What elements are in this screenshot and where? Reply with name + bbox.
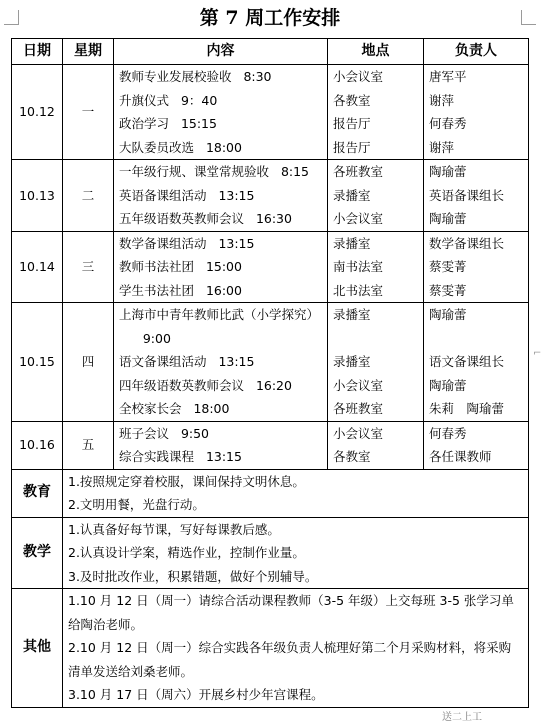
content-cell bbox=[114, 65, 328, 160]
content-cell bbox=[114, 231, 328, 303]
owner-line: 陶瑜蕾 bbox=[429, 164, 467, 179]
place-cell bbox=[328, 231, 424, 303]
schedule-table bbox=[11, 38, 529, 708]
place-line: 报告厅 bbox=[333, 116, 371, 131]
place-line: 小会议室 bbox=[333, 211, 384, 226]
activity-name: 政治学习 bbox=[119, 116, 170, 131]
place-line: 小会议室 bbox=[333, 69, 384, 84]
place-cell bbox=[328, 160, 424, 232]
activity-time: 16:00 bbox=[205, 282, 242, 298]
category-row bbox=[12, 517, 529, 589]
activity-name: 学生书法社团 bbox=[119, 282, 195, 298]
category-notes bbox=[63, 589, 529, 708]
activity-line bbox=[119, 350, 322, 374]
place-line: 录播室 bbox=[333, 235, 371, 251]
header-date: 日期 bbox=[12, 39, 63, 65]
activity-line bbox=[119, 160, 322, 184]
date-cell: 10.12 bbox=[12, 65, 63, 160]
place-line: 南书法室 bbox=[333, 259, 384, 274]
note-line: 2.10 月 12 日（周一）综合实践各年级负责人梳理好第二个月采购材料，将采购清单发送给刘桑老师。 bbox=[68, 640, 512, 679]
content-cell bbox=[114, 160, 328, 232]
activity-time: 16:30 bbox=[255, 211, 292, 226]
activity-time: 15:15 bbox=[180, 116, 217, 131]
place-line: 各教室 bbox=[333, 92, 371, 108]
weekday-cell: 一 bbox=[63, 65, 114, 160]
owner-line: 蔡雯菁 bbox=[429, 282, 467, 298]
activity-line bbox=[119, 422, 322, 446]
activity-name: 五年级语数英教师会议 bbox=[119, 211, 245, 226]
activity-time: 8:15 bbox=[280, 164, 310, 179]
place-cell bbox=[328, 65, 424, 160]
place-line: 报告厅 bbox=[333, 139, 371, 155]
activity-name: 上海市中青年教师比武（小学探究） bbox=[119, 307, 320, 322]
day-row bbox=[12, 65, 529, 160]
activity-line bbox=[119, 303, 322, 350]
activity-time: 13:15 bbox=[218, 187, 255, 203]
date-cell: 10.14 bbox=[12, 231, 63, 303]
place-line: 北书法室 bbox=[333, 282, 384, 298]
category-notes bbox=[63, 469, 529, 517]
owner-line: 谢萍 bbox=[429, 92, 455, 108]
note-line: 1.按照规定穿着校服，课间保持文明休息。 bbox=[68, 473, 305, 489]
owner-line: 何春秀 bbox=[429, 425, 467, 441]
category-rows bbox=[12, 469, 529, 707]
note-line: 1.认真备好每节课，写好每课教后感。 bbox=[68, 521, 280, 537]
day-row bbox=[12, 303, 529, 422]
owner-line: 蔡雯菁 bbox=[429, 259, 467, 274]
activity-name: 语文备课组活动 bbox=[119, 354, 207, 369]
owner-line: 英语备课组长 bbox=[429, 187, 505, 203]
activity-time: 8:30 bbox=[243, 69, 272, 84]
activity-time: 18:00 bbox=[205, 139, 242, 155]
activity-name: 教师专业发展校验收 bbox=[119, 69, 232, 84]
date-cell: 10.15 bbox=[12, 303, 63, 422]
place-line: 录播室 bbox=[333, 354, 371, 369]
note-line: 3.及时批改作业，积累错题，做好个别辅导。 bbox=[68, 568, 318, 584]
category-row bbox=[12, 589, 529, 708]
day-row bbox=[12, 231, 529, 303]
header-owner: 负责人 bbox=[424, 39, 529, 65]
header-weekday: 星期 bbox=[63, 39, 114, 65]
activity-time: 13:15 bbox=[205, 449, 242, 464]
weekday-cell: 三 bbox=[63, 231, 114, 303]
owner-cell bbox=[424, 231, 529, 303]
activity-time: 16:20 bbox=[255, 377, 292, 393]
side-marker: ⌐ bbox=[533, 348, 541, 359]
weekday-cell: 四 bbox=[63, 303, 114, 422]
activity-line bbox=[119, 65, 322, 89]
activity-name: 英语备课组活动 bbox=[119, 187, 207, 203]
activity-time: 9:00 bbox=[142, 330, 171, 346]
activity-name: 数学备课组活动 bbox=[119, 235, 207, 251]
activity-time: 9：40 bbox=[180, 92, 218, 108]
activity-name: 一年级行规、课堂常规验收 bbox=[119, 164, 270, 179]
activity-line bbox=[119, 89, 322, 113]
owner-line: 各任课教师 bbox=[429, 449, 492, 464]
header-row bbox=[12, 39, 529, 65]
date-cell: 10.13 bbox=[12, 160, 63, 232]
activity-line bbox=[119, 184, 322, 208]
owner-line: 语文备课组长 bbox=[429, 354, 505, 369]
content-cell bbox=[114, 303, 328, 422]
activity-time: 18:00 bbox=[193, 401, 230, 416]
note-line: 2.认真设计学案，精选作业，控制作业量。 bbox=[68, 545, 305, 560]
activity-line bbox=[119, 112, 322, 136]
place-line: 各班教室 bbox=[333, 401, 384, 416]
activity-line bbox=[119, 232, 322, 256]
page-title: 第 7 周工作安排 bbox=[199, 7, 341, 29]
note-line: 2.文明用餐，光盘行动。 bbox=[68, 497, 205, 512]
activity-line bbox=[119, 255, 322, 279]
place-cell bbox=[328, 421, 424, 469]
activity-name: 四年级语数英教师会议 bbox=[119, 377, 245, 393]
place-line: 各班教室 bbox=[333, 164, 384, 179]
activity-time: 9:50 bbox=[180, 425, 210, 441]
category-notes bbox=[63, 517, 529, 589]
header-place: 地点 bbox=[328, 39, 424, 65]
activity-line bbox=[119, 445, 322, 469]
day-row bbox=[12, 421, 529, 469]
activity-time: 13:15 bbox=[218, 354, 255, 369]
owner-line: 何春秀 bbox=[429, 116, 467, 131]
activity-line bbox=[119, 136, 322, 160]
day-row bbox=[12, 160, 529, 232]
date-cell: 10.16 bbox=[12, 421, 63, 469]
activity-line bbox=[119, 279, 322, 303]
place-line: 小会议室 bbox=[333, 425, 384, 441]
place-line: 录播室 bbox=[333, 307, 371, 322]
owner-line: 谢萍 bbox=[429, 139, 455, 155]
bottom-cut-off-text: 送二上工 bbox=[442, 712, 482, 723]
place-line: 录播室 bbox=[333, 187, 371, 203]
owner-line: 数学备课组长 bbox=[429, 235, 505, 251]
category-label: 教育 bbox=[12, 469, 63, 517]
category-label: 教学 bbox=[12, 517, 63, 589]
activity-name: 综合实践课程 bbox=[119, 449, 195, 464]
place-cell bbox=[328, 303, 424, 422]
activity-time: 13:15 bbox=[218, 235, 255, 251]
activity-name: 全校家长会 bbox=[119, 401, 182, 416]
activity-time: 15:00 bbox=[205, 259, 242, 274]
owner-cell bbox=[424, 303, 529, 422]
place-line: 各教室 bbox=[333, 449, 371, 464]
owner-line: 陶瑜蕾 bbox=[429, 377, 467, 393]
weekday-cell: 五 bbox=[63, 421, 114, 469]
owner-line: 唐军平 bbox=[429, 69, 467, 84]
content-cell bbox=[114, 421, 328, 469]
owner-cell bbox=[424, 65, 529, 160]
category-row bbox=[12, 469, 529, 517]
header-content: 内容 bbox=[114, 39, 328, 65]
owner-line: 朱莉 陶瑜蕾 bbox=[429, 401, 505, 416]
activity-line bbox=[119, 374, 322, 398]
activity-name: 班子会议 bbox=[119, 425, 170, 441]
weekday-cell: 二 bbox=[63, 160, 114, 232]
place-line: 小会议室 bbox=[333, 377, 384, 393]
owner-line: 陶瑜蕾 bbox=[429, 211, 467, 226]
category-label: 其他 bbox=[12, 589, 63, 708]
activity-name: 教师书法社团 bbox=[119, 259, 195, 274]
activity-name: 升旗仪式 bbox=[119, 92, 170, 108]
activity-line bbox=[119, 207, 322, 231]
note-line: 3.10 月 17 日（周六）开展乡村少年宫课程。 bbox=[68, 687, 324, 702]
day-rows bbox=[12, 65, 529, 470]
owner-cell bbox=[424, 421, 529, 469]
owner-cell bbox=[424, 160, 529, 232]
note-line: 1.10 月 12 日（周一）请综合活动课程教师（3-5 年级）上交每班 3-5 张学习单给陶治老师。 bbox=[68, 593, 514, 632]
activity-line bbox=[119, 397, 322, 421]
owner-line: 陶瑜蕾 bbox=[429, 307, 467, 322]
activity-name: 大队委员改选 bbox=[119, 139, 195, 155]
